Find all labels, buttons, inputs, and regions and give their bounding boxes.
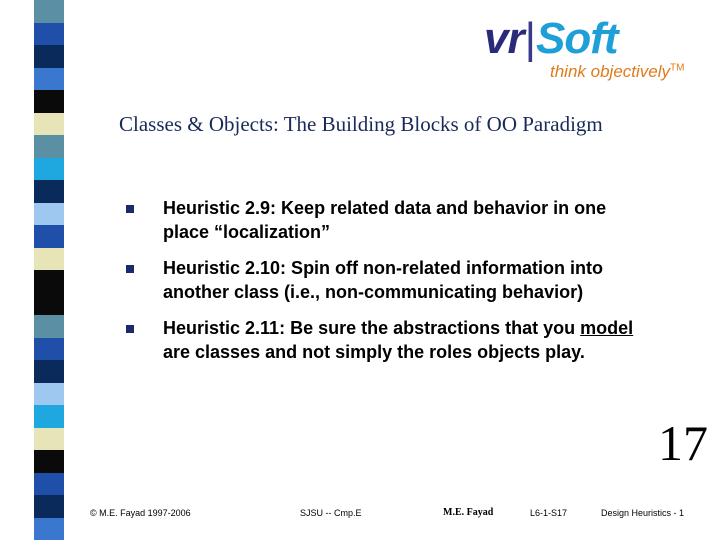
footer-author: M.E. Fayad <box>443 507 494 518</box>
stripe-block <box>34 45 64 68</box>
bullet-square-icon <box>126 325 134 333</box>
bullet-square-icon <box>126 205 134 213</box>
bullet-text: Heuristic 2.9: Keep related data and behavior in one place “localization” <box>163 198 607 242</box>
stripe-block <box>34 450 64 473</box>
stripe-block <box>34 383 64 406</box>
logo-trademark: TM <box>670 62 685 74</box>
stripe-block <box>34 113 64 136</box>
logo-tagline-text: think objectively <box>550 62 671 81</box>
stripe-block <box>34 203 64 226</box>
stripe-block <box>34 405 64 428</box>
logo-soft: Soft <box>536 14 618 63</box>
footer-slide-id: L6-1-S17 <box>530 508 568 518</box>
bullet-text: Heuristic 2.10: Spin off non-related information into another class (i.e., non-communicating behavior) <box>163 258 604 302</box>
stripe-block <box>34 90 64 113</box>
stripe-block <box>34 428 64 451</box>
stripe-block <box>34 495 64 518</box>
bullet-text: Heuristic 2.11: Be sure the abstractions that you model are classes and not simply the roles objects play. <box>163 318 634 362</box>
bullet-item <box>126 316 646 364</box>
decorative-color-stripe <box>34 0 64 540</box>
logo-tagline <box>550 62 684 82</box>
stripe-block <box>34 473 64 496</box>
footer-copyright: © M.E. Fayad 1997-2006 <box>90 508 191 518</box>
stripe-block <box>34 135 64 158</box>
bullet-item <box>126 256 646 304</box>
logo-divider: | <box>524 14 536 63</box>
footer-section: Design Heuristics - 1 <box>601 508 685 518</box>
stripe-block <box>34 158 64 181</box>
stripe-block <box>34 68 64 91</box>
stripe-block <box>34 225 64 248</box>
page-number: 17 <box>658 415 708 471</box>
stripe-block <box>34 338 64 361</box>
slide-title: Classes & Objects: The Building Blocks of OO Paradigm <box>119 112 603 136</box>
bullet-item <box>126 196 646 244</box>
stripe-block <box>34 315 64 338</box>
footer-course: SJSU -- Cmp.E <box>300 508 362 518</box>
vrsoft-logo <box>484 14 704 86</box>
stripe-block <box>34 248 64 271</box>
logo-wordmark <box>484 14 618 64</box>
stripe-block <box>34 0 64 23</box>
stripe-block <box>34 360 64 383</box>
stripe-block <box>34 293 64 316</box>
bullet-list <box>126 196 646 376</box>
stripe-block <box>34 180 64 203</box>
bullet-square-icon <box>126 265 134 273</box>
logo-vr: vr <box>484 14 524 63</box>
stripe-block <box>34 518 64 540</box>
stripe-block <box>34 23 64 46</box>
underlined-word: model <box>580 318 634 338</box>
stripe-block <box>34 270 64 293</box>
